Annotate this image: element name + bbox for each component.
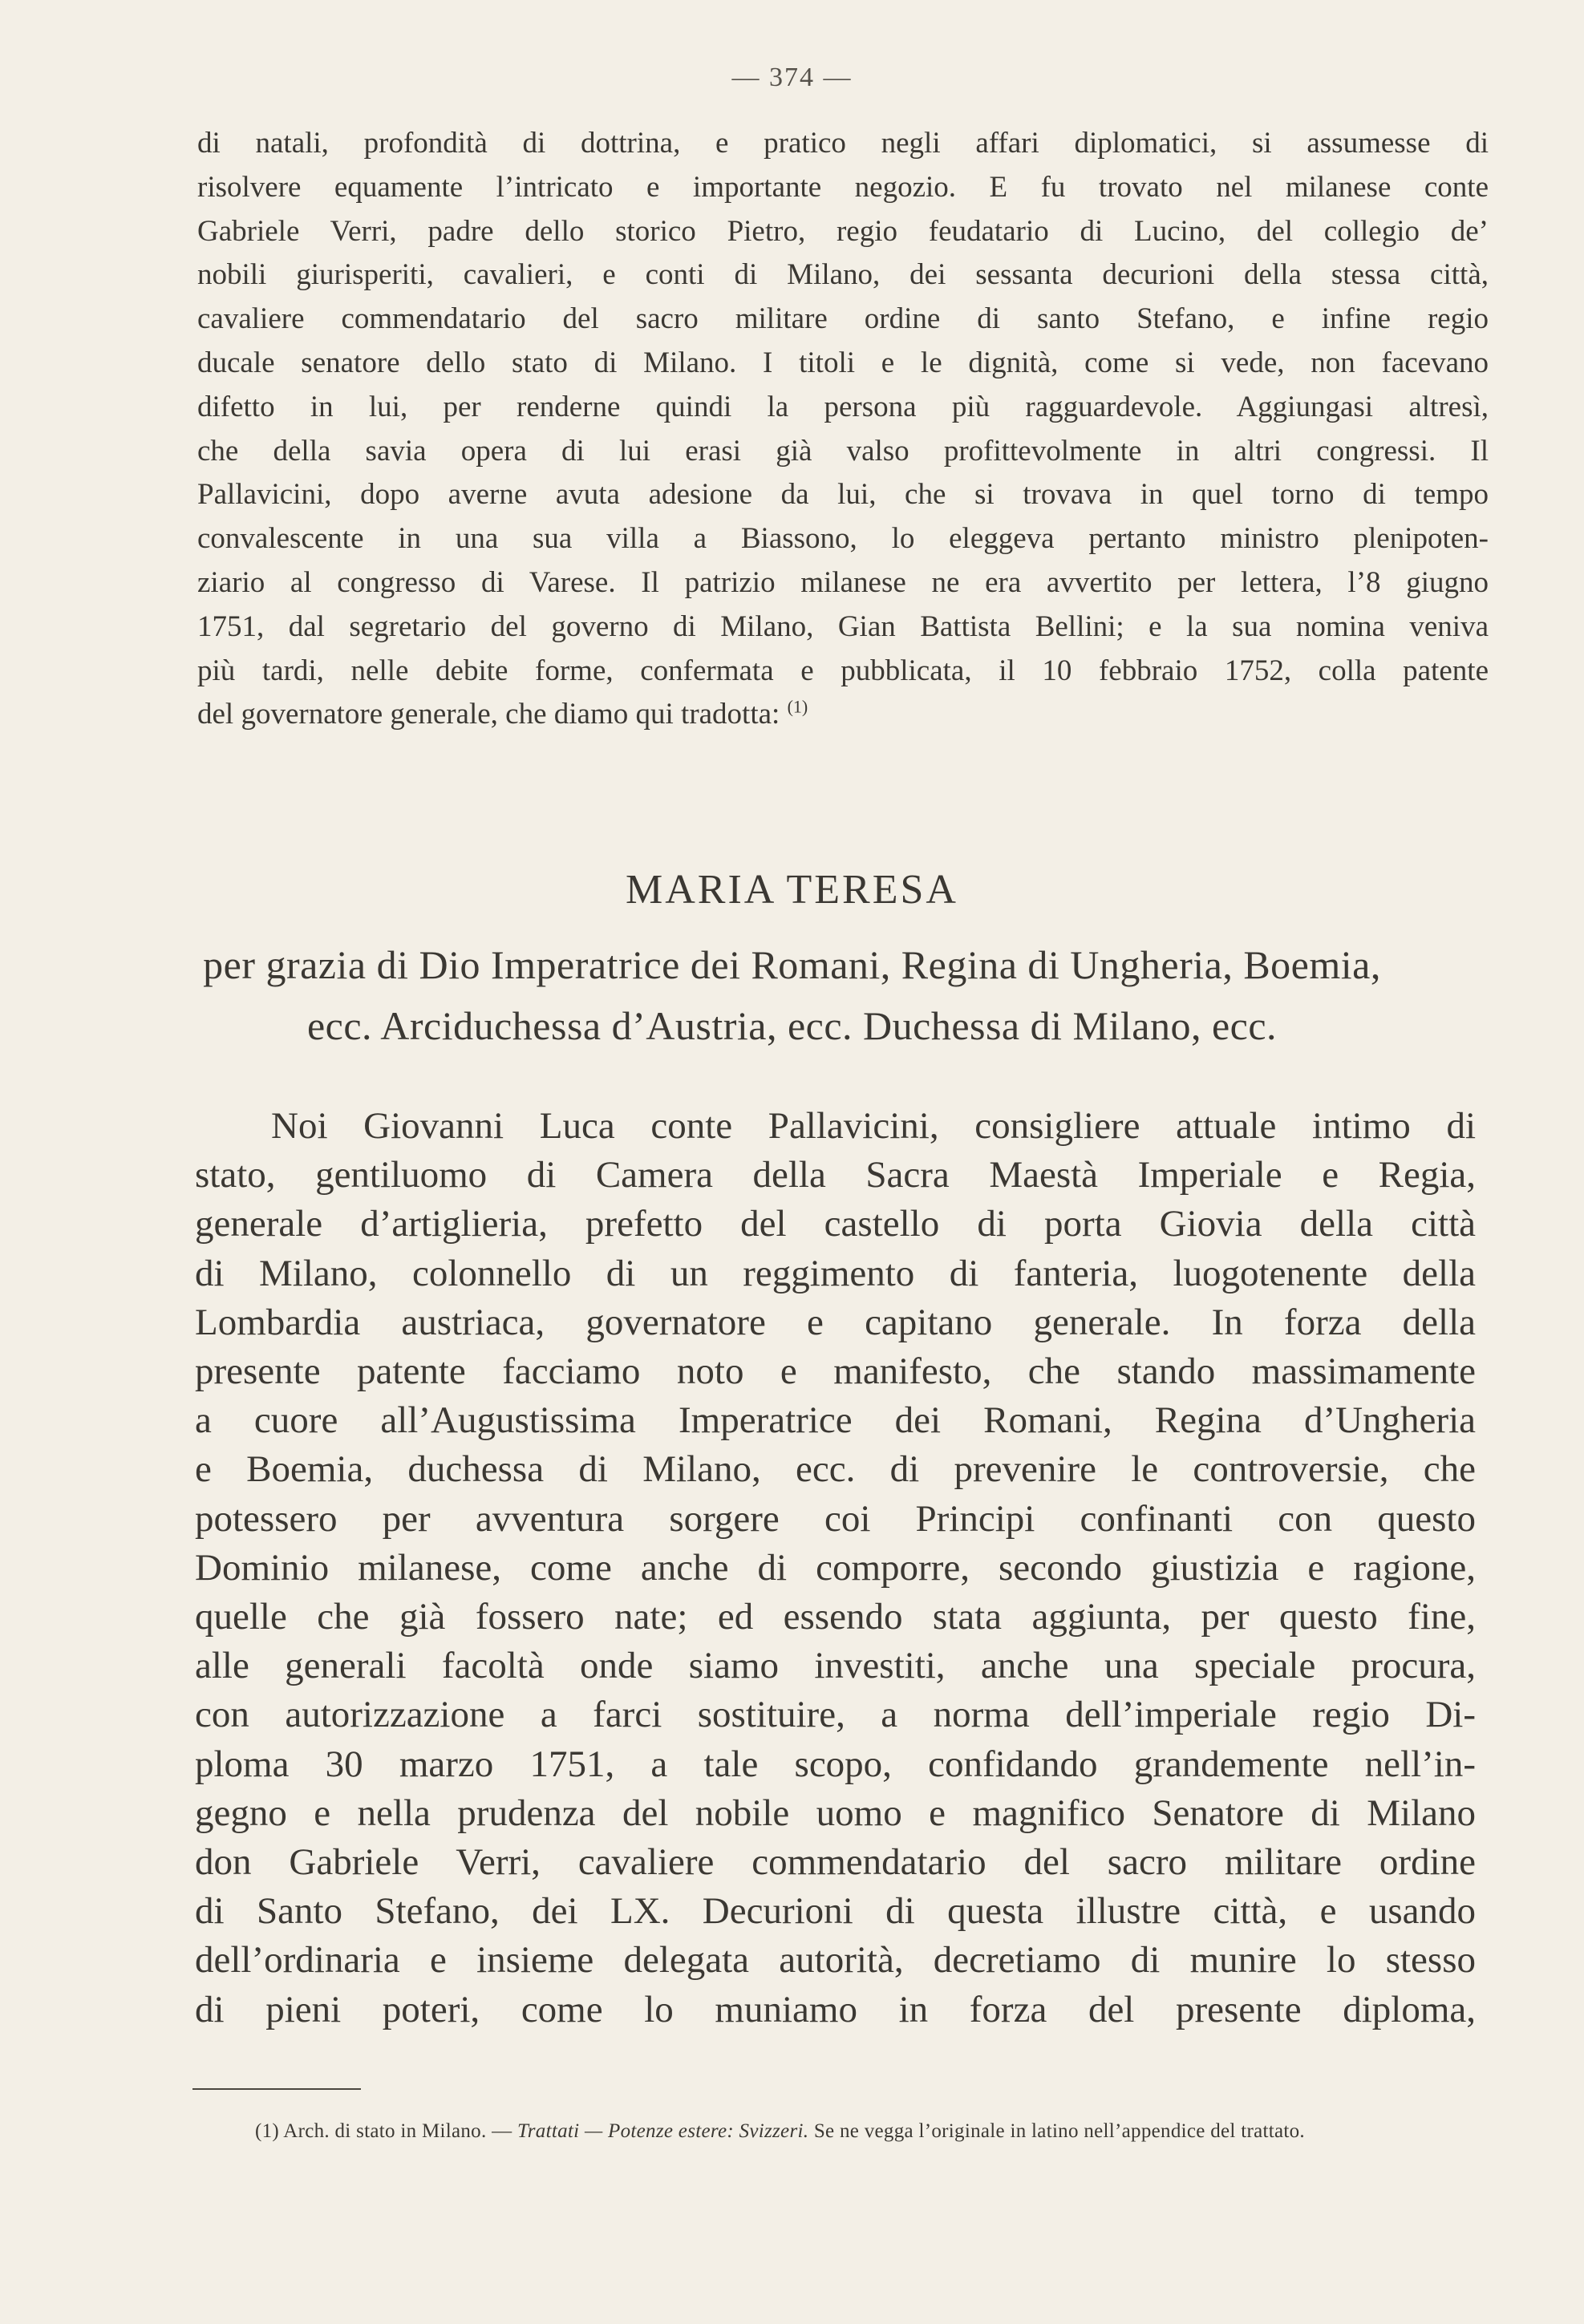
- text-line: don Gabriele Verri, cavaliere commendatario del sacro militare ordine: [195, 1841, 1476, 1884]
- text-line: con autorizzazione a farci sostituire, a norma dell’imperiale regio Di-: [195, 1694, 1476, 1736]
- text-line-last: [197, 693, 1489, 737]
- text-line: Dominio milanese, come anche di comporre, secondo giustizia e ragione,: [195, 1546, 1476, 1589]
- text-line: di Santo Stefano, dei LX. Decurioni di questa illustre città, e usando: [195, 1890, 1476, 1933]
- text-line: quelle che già fossero nate; ed essendo stata aggiunta, per questo fine,: [195, 1596, 1476, 1638]
- text-line: ducale senatore dello stato di Milano. I titoli e le dignità, come si vede, non facevano: [197, 346, 1489, 379]
- text-line: nobili giurisperiti, cavalieri, e conti di Milano, dei sessanta decurioni della stessa città,: [197, 258, 1489, 292]
- text-line: Noi Giovanni Luca conte Pallavicini, consigliere attuale intimo di: [271, 1105, 1476, 1147]
- text-line: gegno e nella prudenza del nobile uomo e magnifico Senatore di Milano: [195, 1792, 1476, 1834]
- text-line-content: del governatore generale, che diamo qui tradotta:: [197, 698, 780, 731]
- text-line: più tardi, nelle debite forme, confermata e pubblicata, il 10 febbraio 1752, colla patente: [197, 654, 1489, 687]
- text-line: potessero per avventura sorgere coi Principi confinanti con questo: [195, 1497, 1476, 1540]
- text-line: risolvere equamente l’intricato e importante negozio. E fu trovato nel milanese conte: [197, 170, 1489, 204]
- text-line: e Boemia, duchessa di Milano, ecc. di prevenire le controversie, che: [195, 1448, 1476, 1491]
- decree-subtitle-line-1: per grazia di Dio Imperatrice dei Romani, Regina di Ungheria, Boemia,: [203, 942, 1381, 987]
- text-line: di pieni poteri, come lo muniamo in forza del presente diploma,: [195, 1988, 1476, 2030]
- text-line: convalescente in una sua villa a Biassono, lo eleggeva pertanto ministro plenipoten-: [197, 522, 1489, 556]
- text-line: stato, gentiluomo di Camera della Sacra Maestà Imperiale e Regia,: [195, 1154, 1476, 1196]
- text-line: difetto in lui, per renderne quindi la persona più ragguardevole. Aggiungasi altresì,: [197, 390, 1489, 423]
- footnote-italic-text: Trattati — Potenze estere: Svizzeri.: [517, 2120, 809, 2142]
- text-line: generale d’artiglieria, prefetto del castello di porta Giovia della città: [195, 1203, 1476, 1245]
- footnote-text: Arch. di stato in Milano. —: [283, 2120, 512, 2142]
- text-line: di natali, profondità di dottrina, e pratico negli affari diplomatici, si assumesse di: [197, 127, 1489, 160]
- text-line: dell’ordinaria e insieme delegata autorità, decretiamo di munire lo stesso: [195, 1939, 1476, 1982]
- decree-title: MARIA TERESA: [626, 867, 958, 913]
- footnote-text-tail: Se ne vegga l’originale in latino nell’appendice del trattato.: [813, 2120, 1305, 2142]
- text-line: ziario al congresso di Varese. Il patrizio milanese ne era avvertito per lettera, l’8 giugno: [197, 565, 1489, 599]
- text-line: ploma 30 marzo 1751, a tale scopo, confidando grandemente nell’in-: [195, 1743, 1476, 1785]
- text-line: cavaliere commendatario del sacro militare ordine di santo Stefano, e infine regio: [197, 302, 1489, 336]
- text-line: di Milano, colonnello di un reggimento di fanteria, luogotenente della: [195, 1252, 1476, 1294]
- text-line: Lombardia austriaca, governatore e capitano generale. In forza della: [195, 1301, 1476, 1343]
- text-line: Gabriele Verri, padre dello storico Pietro, regio feudatario di Lucino, del collegio de’: [197, 214, 1489, 248]
- footnote-marker: (1): [255, 2120, 280, 2142]
- decree-paragraph: [195, 1102, 1476, 2035]
- text-line: presente patente facciamo noto e manifesto, che stando massimamente: [195, 1350, 1476, 1393]
- decree-subtitle-line-2: ecc. Arciduchessa d’Austria, ecc. Duchessa di Milano, ecc.: [306, 1003, 1278, 1048]
- intro-paragraph: [197, 122, 1489, 737]
- page-number: — 374 —: [731, 63, 853, 92]
- footnote: [255, 2117, 1474, 2146]
- text-line: che della savia opera di lui erasi già valso profittevolmente in altri congressi. Il: [197, 434, 1489, 468]
- text-line: alle generali facoltà onde siamo investiti, anche una speciale procura,: [195, 1645, 1476, 1687]
- footnote-divider: [192, 2088, 361, 2090]
- text-line: a cuore all’Augustissima Imperatrice dei Romani, Regina d’Ungheria: [195, 1399, 1476, 1442]
- text-line: 1751, dal segretario del governo di Milano, Gian Battista Bellini; e la sua nomina veniva: [197, 609, 1489, 643]
- text-line: Pallavicini, dopo averne avuta adesione da lui, che si trovava in quel torno di tempo: [197, 478, 1489, 512]
- footnote-reference: (1): [787, 697, 808, 718]
